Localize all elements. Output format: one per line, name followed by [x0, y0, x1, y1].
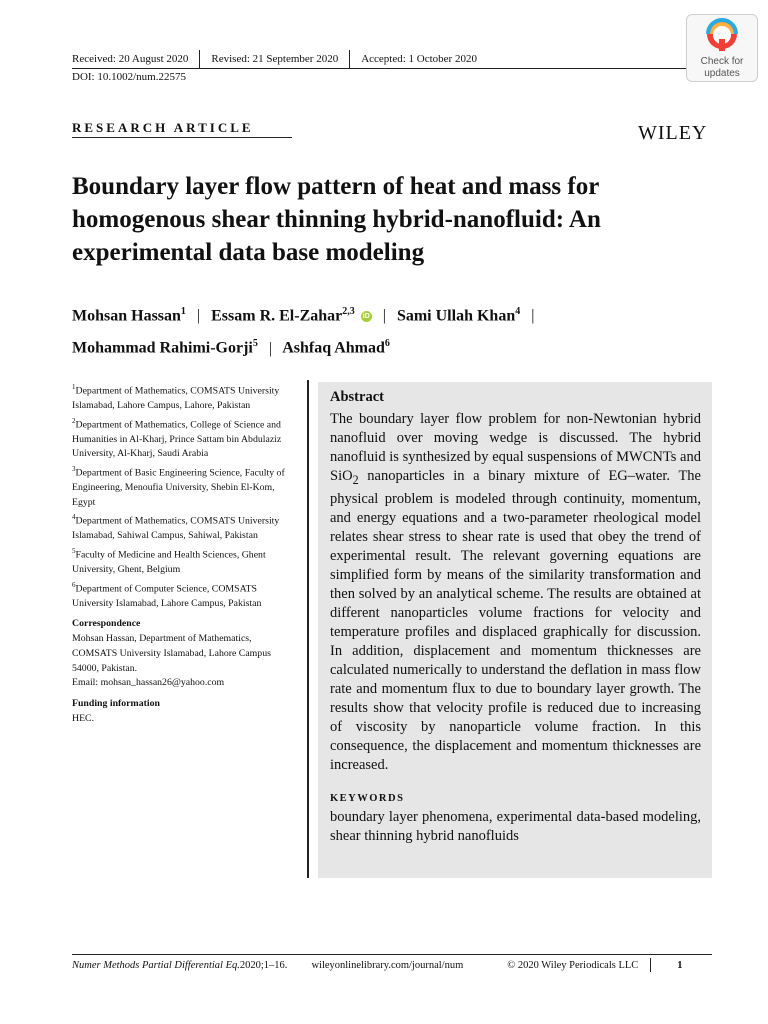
abstract-text: The boundary layer flow problem for non-Newtonian hybrid nanofluid over moving wedge is discussed. The hybrid nanofluid is synthesized by equal suspensions of MWCNTs and SiO$_2$ nanoparticles in a binary mixture of EG–water. The physical problem is modeled through continuity, momentum, and energy equations and a two-parameter rheological model relates shear stress to shear rate is used that obey the trend of experimental result. The relevant governing equations are simplified form by means of the similarity transformation and then solved by an analytical scheme. The results are obtained at different nanoparticles volume fractions for velocity and temperature profiles and displaced graphically for discussion. In addition, displacement and momentum thicknesses are calculated numerically to understand the deflation in mass flow rate and momentum flux to due to boundary layer growth. The results show that velocity profile is reduced due to increasing of viscosity by nanoparticle volume fraction. In this consequence, the displacement and momentum thicknesses are increased. — [330, 411, 701, 773]
page-footer — [72, 958, 712, 972]
author-sup: 5 — [252, 338, 258, 350]
affiliation: $^1$Department of Mathematics, COMSATS University Islamabad, Lahore Campus, Lahore, Pakistan — [72, 383, 280, 411]
author-sup: 4 — [515, 306, 521, 317]
author-sup: 6 — [384, 338, 390, 350]
check-for-updates-badge[interactable] — [686, 14, 758, 82]
affiliation: $^5$Faculty of Medicine and Health Sciences, Ghent University, Ghent, Belgium — [72, 547, 266, 576]
article-type: RESEARCH ARTICLE — [72, 120, 254, 135]
funding-heading: Funding information — [72, 697, 160, 709]
author-list — [72, 298, 722, 363]
article-title: Boundary layer flow pattern of heat and mass for homogenous shear thinning hybrid-nanofluid: An experimental data base modeling — [72, 173, 601, 266]
page-number: 1 — [677, 959, 683, 971]
affiliation: $^3$Department of Basic Engineering Science, Faculty of Engineering, Menoufia University, Shebin El-Kom, Egypt — [72, 465, 285, 508]
author-name[interactable]: Essam R. El-Zahar — [211, 307, 343, 325]
affiliation: $^6$Department of Computer Science, COMSATS University Islamabad, Lahore Campus, Pakistan — [72, 580, 262, 609]
author-separator: | — [268, 339, 273, 357]
author-sup: 2,3 — [342, 306, 355, 317]
affiliation: $^2$Department of Mathematics, College of Science and Humanities in Al-Kharj, Prince Sattam bin Abdulaziz University, Al-Kharj, Saudi Arabia — [72, 416, 282, 460]
publisher-logo: WILEY — [638, 122, 708, 144]
affiliation: $^4$Department of Mathematics, COMSATS University Islamabad, Sahiwal Campus, Sahiwal, Pakistan — [72, 513, 280, 542]
copyright: © 2020 Wiley Periodicals LLC — [507, 959, 639, 971]
article-dates — [72, 50, 477, 68]
header-rule — [72, 68, 710, 69]
author-separator: | — [382, 307, 386, 325]
column-divider — [307, 380, 309, 878]
footer-rule — [72, 954, 712, 955]
author-name[interactable]: Mohsan Hassan — [72, 307, 181, 325]
badge-text-line2: updates — [704, 68, 740, 79]
check-updates-icon — [702, 15, 742, 55]
divider — [349, 50, 350, 68]
author-name[interactable]: Ashfaq Ahmad — [282, 339, 385, 357]
correspondence-heading: Correspondence — [72, 618, 141, 630]
revised-date: Revised: 21 September 2020 — [211, 53, 339, 65]
badge-text-line1: Check for — [700, 56, 744, 67]
affiliations-column — [72, 380, 294, 726]
author-name[interactable]: Sami Ullah Khan — [396, 307, 516, 325]
received-date: Received: 20 August 2020 — [72, 53, 189, 65]
author-name[interactable]: Mohammad Rahimi-Gorji — [72, 339, 253, 357]
correspondence-text: Mohsan Hassan, Department of Mathematics, COMSATS University Islamabad, Lahore Campus 54000, Pakistan. — [72, 633, 271, 674]
divider — [199, 50, 200, 68]
abstract-heading: Abstract — [330, 389, 384, 405]
journal-name: Numer Methods Partial Differential Eq. — [72, 959, 240, 971]
author-sup: 1 — [180, 306, 186, 317]
author-separator: | — [196, 307, 201, 325]
accepted-date: Accepted: 1 October 2020 — [361, 53, 477, 65]
correspondence-email[interactable]: Email: mohsan_hassan26@yahoo.com — [72, 677, 225, 689]
doi[interactable]: DOI: 10.1002/num.22575 — [72, 71, 186, 83]
funding-text: HEC. — [72, 712, 95, 724]
article-type-rule — [72, 137, 292, 138]
journal-url[interactable]: wileyonlinelibrary.com/journal/num — [311, 959, 464, 971]
abstract-box — [318, 382, 712, 878]
author-separator: | — [531, 307, 535, 325]
journal-year-pages: 2020;1–16. — [239, 959, 288, 971]
divider — [650, 958, 651, 972]
keywords-text: boundary layer phenomena, experimental data-based modeling, shear thinning hybrid nanofluids — [330, 808, 701, 844]
keywords-heading: KEYWORDS — [330, 792, 405, 804]
orcid-icon[interactable]: iD — [362, 313, 370, 321]
